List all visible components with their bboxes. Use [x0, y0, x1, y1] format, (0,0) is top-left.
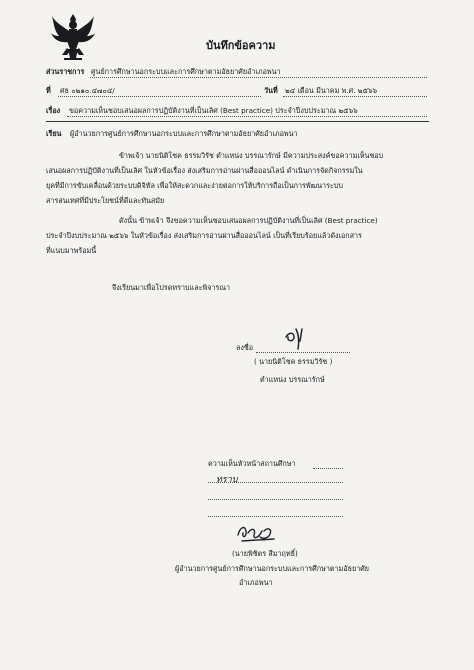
subject-value: ขอความเห็นชอบเสนอผลการปฏิบัติงานที่เป็นเลิศ (Best practice) ประจำปีงบประมาณ ๒๕๖๖ — [69, 106, 358, 115]
body-paragraph1-line: เสนอผลการปฏิบัติงานที่เป็นเลิศ ในหัวข้อเรื่อง ส่งเสริมการอ่านผ่านสื่อออนไลน์ ดำเนินการจัดกิจกรรมใน — [46, 166, 363, 175]
opinion-dotted-line — [208, 516, 343, 517]
date-value: ๒๔ เดือน มีนาคม พ.ศ. ๒๕๖๖ — [285, 86, 378, 95]
date-dotted-line — [283, 96, 427, 97]
to-value: ผู้อำนวยการศูนย์การศึกษานอกระบบและการศึกษาตามอัธยาศัยอำเภอพนา — [70, 129, 298, 138]
department-label: ส่วนราชการ — [46, 67, 85, 76]
director-title-line2: อำเภอพนา — [239, 578, 273, 587]
handwritten-signature — [280, 323, 320, 353]
ref-dotted-line — [58, 96, 261, 97]
body-paragraph2-line: ประจำปีงบประมาณ ๒๕๖๖ ในหัวข้อเรื่อง ส่งเสริมการอ่านผ่านสื่อออนไลน์ เป็นที่เรียบร้อยแล้วดังเอกสาร — [46, 231, 362, 240]
body-paragraph1-line: สารสนเทศที่มีประโยชน์ที่ดีและทันสมัย — [46, 196, 165, 205]
garuda-emblem — [50, 12, 96, 64]
opinion-dotted-line — [313, 468, 343, 469]
sign-label: ลงชื่อ — [236, 343, 254, 352]
director-opinion-label: ความเห็นหัวหน้าสถานศึกษา — [208, 459, 296, 468]
body-paragraph1-line: ข้าพเจ้า นายนิติโชค ธรรมวิรัช ตำแหน่ง บรรณารักษ์ มีความประสงค์ขอความเห็นชอบ — [119, 151, 384, 160]
body-paragraph1-line: ยุคที่มีการขับเคลื่อนด้วยระบบดิจิทัล เพื่อให้สะดวกและง่ายต่อการให้บริการถือเป็นการพัฒนาระบบ — [46, 181, 343, 190]
subject-label: เรื่อง — [46, 106, 61, 115]
body-paragraph2-line: ดังนั้น ข้าพเจ้า จึงขอความเห็นชอบเสนอผลการปฏิบัติงานที่เป็นเลิศ (Best practice) — [119, 216, 378, 225]
director-title-line1: ผู้อำนวยการศูนย์การศึกษานอกระบบและการศึกษาตามอัธยาศัย — [175, 564, 370, 573]
closing-line: จึงเรียนมาเพื่อโปรดทราบและพิจารณา — [112, 283, 231, 292]
department-value: ศูนย์การศึกษานอกระบบและการศึกษาตามอัธยาศัยอำเภอพนา — [91, 67, 281, 76]
ref-label: ที่ — [46, 86, 51, 95]
subject-dotted-line — [67, 116, 427, 117]
director-opinion-handwritten: ทราบ — [216, 475, 238, 485]
director-name: (นายพิชิตร สีมาฤทธิ์) — [232, 549, 298, 558]
ref-value: ศธ ๐๒๑๐.๔๗๐๔/ — [60, 86, 115, 95]
department-dotted-line — [90, 77, 427, 78]
opinion-dotted-line — [208, 499, 343, 500]
opinion-dotted-line — [208, 482, 343, 483]
body-paragraph2-line: ที่แนบมาพร้อมนี้ — [46, 246, 97, 255]
signer-position: ตำแหน่ง บรรณารักษ์ — [260, 375, 325, 384]
header-divider — [46, 121, 429, 122]
to-label: เรียน — [46, 129, 62, 138]
memo-title: บันทึกข้อความ — [206, 39, 276, 52]
date-label: วันที่ — [264, 86, 278, 95]
signer-name: ( นายนิติโชค ธรรมวิรัช ) — [254, 357, 333, 366]
director-signature — [234, 519, 280, 545]
